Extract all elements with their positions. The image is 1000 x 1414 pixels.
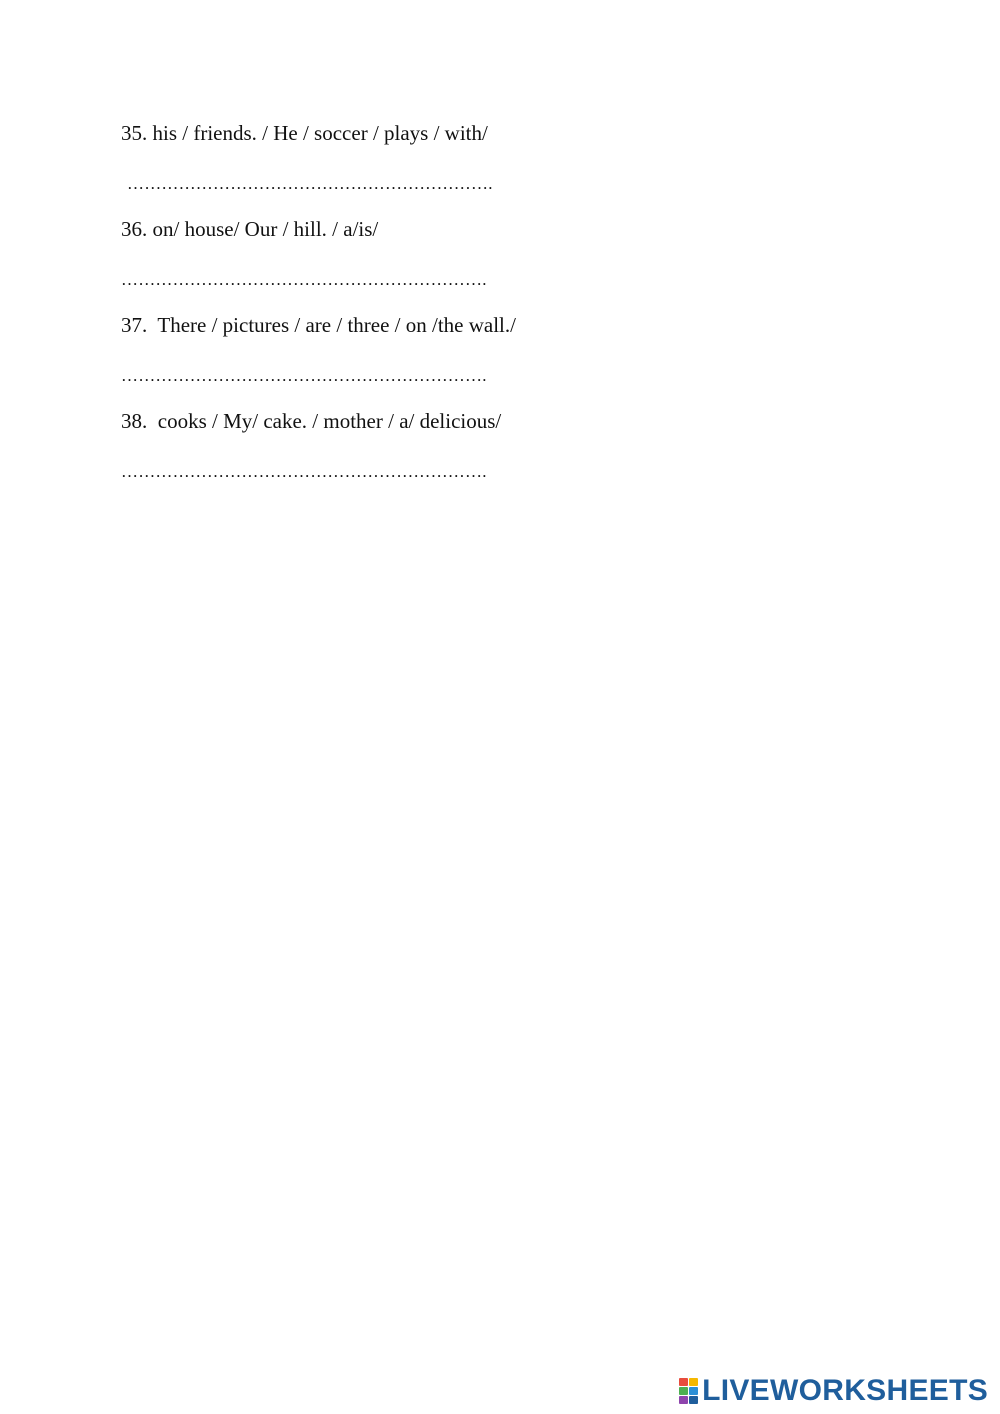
logo-square-2 xyxy=(689,1378,698,1386)
logo-square-1 xyxy=(679,1378,688,1386)
brand-text: LIVEWORKSHEETS xyxy=(702,1374,988,1407)
question-37: 37. There / pictures / are / three / on /the wall./ xyxy=(121,313,516,337)
answer-line-35[interactable]: ………………………………………………………. xyxy=(127,174,493,193)
logo-square-4 xyxy=(689,1387,698,1395)
logo-square-5 xyxy=(679,1396,688,1404)
answer-line-37[interactable]: ………………………………………………………. xyxy=(121,366,487,385)
answer-line-36[interactable]: ………………………………………………………. xyxy=(121,270,487,289)
question-38: 38. cooks / My/ cake. / mother / a/ delicious/ xyxy=(121,409,502,433)
logo-square-6 xyxy=(689,1396,698,1404)
answer-line-38[interactable]: ………………………………………………………. xyxy=(121,462,487,481)
liveworksheets-logo-icon xyxy=(679,1378,698,1404)
brand-footer xyxy=(679,1374,988,1408)
question-36: 36. on/ house/ Our / hill. / a/is/ xyxy=(121,217,379,241)
question-35: 35. his / friends. / He / soccer / plays / with/ xyxy=(121,121,488,145)
logo-square-3 xyxy=(679,1387,688,1395)
